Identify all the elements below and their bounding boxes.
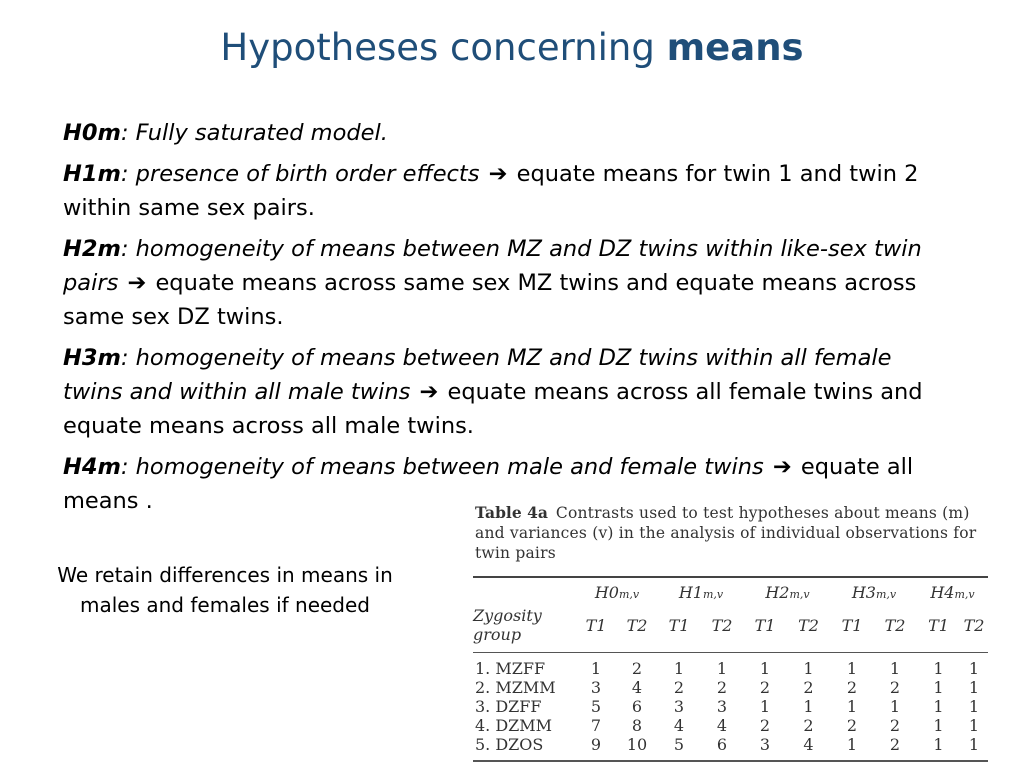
- table-cell: 1: [933, 735, 944, 754]
- table-row: [473, 653, 988, 678]
- table-cell: 2: [889, 735, 901, 754]
- group-header-h2: H2m,v: [765, 582, 810, 602]
- hypothesis-description: : homogeneity of means between MZ and DZ twins within all female twins and within all male twins: [63, 345, 892, 405]
- hypothesis-description: : Fully saturated model.: [120, 120, 388, 146]
- table-caption-label: Table 4a: [475, 503, 548, 522]
- contrast-table-figure: [473, 503, 988, 762]
- table-row: [473, 678, 988, 697]
- hypothesis-h2m: [63, 232, 953, 334]
- twin-header: T2: [884, 615, 906, 635]
- hypothesis-label: H1m: [63, 161, 121, 187]
- table-cell: 2: [673, 678, 685, 697]
- twin-header: T1: [928, 615, 949, 635]
- group-header-h3: H3m,v: [851, 582, 897, 602]
- hypothesis-label: H3m: [63, 345, 121, 371]
- table-cell: 2: [759, 716, 771, 735]
- table-cell: 5: [590, 697, 602, 716]
- arrow-right-icon: ➔: [419, 379, 439, 405]
- twin-header: T2: [798, 615, 819, 635]
- twin-header: T2: [963, 615, 985, 635]
- table-cell: 2: [803, 716, 814, 735]
- group-header-h1: H1m,v: [678, 582, 724, 602]
- contrast-table: [473, 578, 988, 762]
- table-cell: 1: [759, 659, 771, 678]
- table-cell: 1: [968, 735, 980, 754]
- group-header-h0: H0m,v: [594, 582, 640, 602]
- hypothesis-consequence: equate means across same sex MZ twins and equate means across same sex DZ twins.: [63, 270, 917, 330]
- table-cell: 3: [759, 735, 771, 754]
- group-header-h4: H4m,v: [930, 582, 975, 602]
- table-cell: 1: [846, 659, 858, 678]
- zygosity-group-cell: 1. MZFF: [475, 659, 546, 678]
- table-cell: 1: [716, 659, 728, 678]
- table-cell: 1: [803, 697, 814, 716]
- table-cell: 1: [846, 697, 858, 716]
- hypothesis-description: : presence of birth order effects: [120, 161, 480, 187]
- table-cell: 1: [889, 659, 901, 678]
- table-cell: 10: [626, 735, 648, 754]
- table-cell: 1: [933, 659, 944, 678]
- zygosity-group-cell: 2. MZMM: [475, 678, 556, 697]
- twin-header: T1: [754, 615, 776, 635]
- table-cell: 1: [673, 659, 685, 678]
- slide-title: [0, 26, 1024, 69]
- twin-header: T2: [626, 615, 648, 635]
- hypothesis-label: H0m: [63, 120, 121, 146]
- hypothesis-label: H4m: [63, 454, 121, 480]
- table-cell: 4: [803, 735, 814, 754]
- table-cell: 6: [716, 735, 728, 754]
- table-cell: 2: [889, 716, 901, 735]
- table-cell: 1: [933, 697, 944, 716]
- table-cell: 1: [968, 716, 980, 735]
- twin-header: T1: [585, 615, 607, 635]
- table-cell: 1: [846, 735, 858, 754]
- table-cell: 1: [933, 678, 944, 697]
- hypothesis-label: H2m: [63, 236, 121, 262]
- arrow-right-icon: ➔: [127, 270, 147, 296]
- table-bottom-rule: [473, 760, 988, 762]
- table-cell: 8: [631, 716, 643, 735]
- table-cell: 6: [631, 697, 643, 716]
- table-cell: 4: [631, 678, 643, 697]
- hypothesis-h3m: [63, 341, 953, 443]
- table-cell: 1: [968, 659, 980, 678]
- arrow-right-icon: ➔: [772, 454, 792, 480]
- table-group-header-row: [473, 578, 988, 606]
- hypothesis-consequence: equate all means .: [63, 454, 914, 514]
- zygosity-group-cell: 4. DZMM: [475, 716, 553, 735]
- table-cell: 4: [716, 716, 728, 735]
- table-cell: 3: [673, 697, 685, 716]
- hypothesis-consequence: equate means for twin 1 and twin 2 within same sex pairs.: [63, 161, 919, 221]
- title-main: Hypotheses concerning: [220, 26, 655, 69]
- table-cell: 4: [673, 716, 685, 735]
- hypothesis-consequence: equate means across all female twins and equate means across all male twins.: [63, 379, 923, 439]
- table-cell: 2: [803, 678, 814, 697]
- zygosity-group-cell: 5. DZOS: [475, 735, 544, 754]
- twin-header: T2: [711, 615, 733, 635]
- table-cell: 2: [846, 716, 858, 735]
- table-cell: 1: [803, 659, 814, 678]
- hypothesis-h0m: [63, 116, 953, 150]
- table-cell: 2: [889, 678, 901, 697]
- table-cell: 9: [590, 735, 602, 754]
- hypothesis-description: : homogeneity of means between male and female twins: [120, 454, 764, 480]
- arrow-right-icon: ➔: [488, 161, 508, 187]
- table-row: [473, 697, 988, 716]
- table-cell: 7: [590, 716, 602, 735]
- table-cell: 2: [716, 678, 728, 697]
- twin-header: T1: [841, 615, 863, 635]
- table-cell: 1: [933, 716, 944, 735]
- table-cell: 2: [846, 678, 858, 697]
- table-cell: 1: [759, 697, 771, 716]
- title-bold: means: [666, 26, 804, 69]
- table-cell: 1: [889, 697, 901, 716]
- hypothesis-description: : homogeneity of means between MZ and DZ twins within like-sex twin pairs: [63, 236, 922, 296]
- table-cell: 5: [673, 735, 685, 754]
- table-cell: 1: [968, 678, 980, 697]
- table-cell: 1: [968, 697, 980, 716]
- hypothesis-h1m: [63, 157, 953, 225]
- table-cell: 3: [716, 697, 728, 716]
- table-row: [473, 735, 988, 754]
- twin-header: T1: [668, 615, 690, 635]
- table-caption: [473, 503, 988, 563]
- zygosity-group-header: Zygosity group: [473, 606, 542, 644]
- table-cell: 2: [759, 678, 771, 697]
- table-cell: 1: [590, 659, 602, 678]
- zygosity-group-cell: 3. DZFF: [475, 697, 542, 716]
- table-caption-text: Contrasts used to test hypotheses about means (m) and variances (v) in the analysis of individual observations for twin pairs: [475, 504, 977, 562]
- table-cell: 2: [631, 659, 643, 678]
- table-row: [473, 716, 988, 735]
- retain-differences-note: We retain differences in means in males and females if needed: [57, 563, 393, 617]
- table-twin-header-row: [473, 606, 988, 644]
- table-cell: 3: [590, 678, 602, 697]
